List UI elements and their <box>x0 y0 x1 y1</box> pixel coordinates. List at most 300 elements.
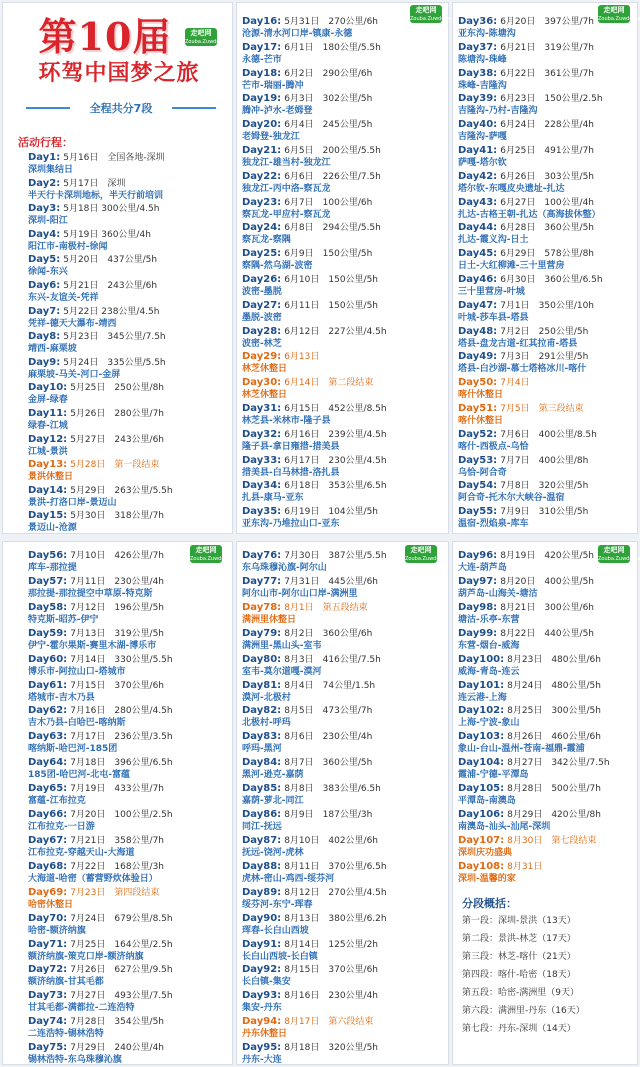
day-route: 二连浩特-锡林浩特 <box>28 1029 104 1040</box>
day-route: 隆子县-拿日雍措-措美县 <box>242 441 340 452</box>
day-entry <box>458 222 594 246</box>
day-entry <box>242 171 381 195</box>
day-route: 扎达-霞义沟-日土 <box>458 235 529 246</box>
day-route: 萨嘎-塔尔钦 <box>458 158 507 168</box>
day-number: Day6: <box>28 280 61 291</box>
day-route: 景洪休整日 <box>28 472 74 483</box>
day-number: Day28: <box>242 325 282 337</box>
day-number: Day77: <box>242 575 282 587</box>
day-route: 喀什休整日 <box>458 416 504 426</box>
day-route: 抚远-饶河-虎林 <box>242 847 304 858</box>
day-entry <box>242 93 372 117</box>
day-number: Day61: <box>28 679 68 691</box>
day-number: Day14: <box>28 484 68 496</box>
day-route: 威海-青岛-连云 <box>458 666 520 677</box>
day-number: Day106: <box>458 809 505 820</box>
day-entry <box>242 680 375 704</box>
day-entry <box>458 145 594 169</box>
day-entry <box>242 222 381 246</box>
day-number: Day91: <box>242 938 282 950</box>
day-entry <box>28 964 173 988</box>
day-number: Day42: <box>458 170 498 182</box>
day-number: Day71: <box>28 938 68 950</box>
day-info: 8月4日 74公里/1.5h <box>284 680 376 691</box>
day-route: 绥芬河-东宁-珲春 <box>242 899 313 910</box>
day-info: 8月29日 420公里/8h <box>507 810 601 820</box>
day-info: 6月4日 245公里/5h <box>284 120 373 131</box>
day-info: 5月23日 345公里/7.5h <box>63 332 166 343</box>
day-route: 深圳集结日 <box>28 165 74 175</box>
day-entry <box>458 861 542 885</box>
day-number: Day46: <box>458 274 498 285</box>
day-info: 7月8日 320公里/5h <box>500 481 589 492</box>
day-info: 5月18日 300公里/4.5h <box>63 204 160 215</box>
day-number: Day26: <box>242 274 282 285</box>
day-info: 6月29日 578公里/8h <box>500 249 595 260</box>
day-entry <box>28 757 173 781</box>
summary-item: 第一段：深圳-景洪（13天） <box>462 916 576 926</box>
day-number: Day107: <box>458 834 505 846</box>
day-info: 8月16日 230公里/4h <box>284 991 379 1002</box>
day-route: 阿合奇-托木尔大峡谷-温宿 <box>458 493 565 504</box>
day-info: 5月25日 250公里/8h <box>70 383 165 394</box>
day-entry <box>458 119 594 143</box>
day-route: 喀纳斯-哈巴河-185团 <box>28 744 118 755</box>
day-number: Day75: <box>28 1042 68 1054</box>
logo-badge: 走吧网 Zouba.Zuwdema <box>405 546 448 562</box>
day-number: Day102: <box>458 705 505 717</box>
day-entry <box>458 654 601 678</box>
day-route: 北极村-呼玛 <box>242 718 291 729</box>
day-number: Day52: <box>458 428 498 440</box>
banner-line-right <box>172 107 216 109</box>
day-entry <box>242 145 381 169</box>
day-number: Day23: <box>242 196 282 208</box>
day-entry <box>458 757 610 781</box>
day-info: 6月15日 452公里/8.5h <box>284 404 387 414</box>
day-info: 8月30日 第七段结束 <box>507 835 597 846</box>
day-info: 7月28日 354公里/5h <box>70 1017 165 1028</box>
day-entry <box>458 455 588 479</box>
day-number: Day13: <box>28 459 68 471</box>
day-route: 绿春-江城 <box>28 421 68 431</box>
day-route: 富蕴-江布拉克 <box>28 796 86 807</box>
day-entry <box>458 197 600 221</box>
day-number: Day80: <box>242 653 282 665</box>
day-route: 上海-宁波-象山 <box>458 718 520 729</box>
day-info: 7月10日 426公里/7h <box>70 551 165 561</box>
day-entry <box>28 835 164 859</box>
day-entry <box>28 990 173 1014</box>
day-number: Day87: <box>242 834 282 846</box>
day-route: 塔尔钦-东嘎皮央遗址-扎达 <box>458 183 565 194</box>
day-route: 扎县-康马-亚东 <box>242 493 304 504</box>
day-number: Day5: <box>28 254 61 266</box>
day-entry <box>242 964 378 988</box>
day-route: 察瓦龙-甲应村-察瓦龙 <box>242 209 331 220</box>
day-route: 波密-林芝 <box>242 338 282 349</box>
day-info: 8月26日 460公里/6h <box>507 732 601 743</box>
day-route: 陈塘沟-珠峰 <box>458 54 507 65</box>
day-info: 5月16日 全国各地-深圳 <box>63 153 165 163</box>
day-number: Day82: <box>242 705 282 717</box>
day-info: 7月18日 396公里/6.5h <box>70 758 173 769</box>
day-entry <box>28 550 164 574</box>
day-info: 5月30日 318公里/7h <box>70 511 165 522</box>
day-number: Day93: <box>242 990 282 1002</box>
day-info: 6月6日 226公里/7.5h <box>284 171 381 182</box>
day-route: 塘沽-乐亭-东营 <box>458 614 520 625</box>
day-route: 同江-抚远 <box>242 822 282 832</box>
day-route: 江布拉克-穿越天山-大海道 <box>28 847 135 858</box>
day-number: Day32: <box>242 428 282 440</box>
day-info: 8月10日 402公里/6h <box>284 835 379 846</box>
day-info: 5月31日 270公里/6h <box>284 17 379 27</box>
day-info: 6月30日 360公里/6.5h <box>500 275 603 285</box>
day-route: 靖西-麻栗坡 <box>28 344 77 355</box>
day-route: 江布拉克-一日游 <box>28 822 95 832</box>
segments-text: 全程共分7段 <box>89 102 153 115</box>
day-number: Day63: <box>28 731 68 743</box>
day-info: 8月20日 400公里/5h <box>500 576 595 587</box>
day-entry <box>458 835 596 859</box>
day-route: 芒市-瑞丽-腾冲 <box>242 80 304 91</box>
day-number: Day88: <box>242 860 282 872</box>
day-route: 漠河-北极村 <box>242 692 291 703</box>
day-route: 长白镇-集安 <box>242 977 291 988</box>
day-number: Day38: <box>458 67 498 79</box>
day-number: Day69: <box>28 886 68 898</box>
day-entry <box>242 42 381 66</box>
day-info: 7月20日 100公里/2.5h <box>70 810 173 820</box>
day-entry <box>458 377 530 401</box>
day-route: 满洲里-黑山头-室韦 <box>242 640 322 651</box>
day-info: 5月20日 437公里/5h <box>63 255 158 266</box>
day-route: 景洪-打洛口岸-景迈山 <box>28 497 117 508</box>
day-number: Day74: <box>28 1016 68 1028</box>
day-route: 东营-烟台-威海 <box>458 640 520 651</box>
day-route: 象山-台山-温州-苍南-福鼎-霞浦 <box>458 744 585 755</box>
day-entry <box>242 550 387 574</box>
day-entry <box>242 351 319 375</box>
day-number: Day7: <box>28 305 61 317</box>
day-route: 吉木乃县-白哈巴-喀纳斯 <box>28 718 126 729</box>
day-entry <box>28 357 166 381</box>
day-route: 额济纳旗-策克口岸-额济纳旗 <box>28 951 144 962</box>
day-info: 7月25日 164公里/2.5h <box>70 939 173 950</box>
day-number: Day66: <box>28 809 68 820</box>
day-number: Day16: <box>242 16 282 27</box>
day-route: 珲春-长白山西坡 <box>242 925 309 936</box>
day-number: Day65: <box>28 783 68 795</box>
day-number: Day11: <box>28 408 68 419</box>
day-entry <box>242 326 387 350</box>
day-info: 7月11日 230公里/4h <box>70 576 165 587</box>
day-route: 扎达-古格王朝-扎达（高海拔休整） <box>458 209 601 220</box>
day-entry <box>28 254 157 278</box>
day-number: Day100: <box>458 653 505 665</box>
day-number: Day49: <box>458 351 498 363</box>
day-route: 珠峰-吉隆沟 <box>458 80 507 91</box>
day-entry <box>28 152 165 176</box>
day-info: 8月1日 第五段结束 <box>284 602 368 613</box>
day-info: 6月22日 361公里/7h <box>500 68 595 79</box>
logo-badge: 走吧网 Zouba.Zuwdema <box>410 6 453 22</box>
day-number: Day1: <box>28 152 61 163</box>
day-info: 8月19日 420公里/5h <box>500 551 595 561</box>
day-info: 5月17日 深圳 <box>63 178 126 189</box>
day-info: 8月23日 480公里/6h <box>507 654 601 665</box>
day-number: Day96: <box>458 550 498 561</box>
day-number: Day30: <box>242 377 282 389</box>
day-info: 8月12日 270公里/4.5h <box>284 887 387 898</box>
day-info: 8月25日 300公里/5h <box>507 706 601 717</box>
day-entry <box>458 403 584 427</box>
day-entry <box>458 480 588 504</box>
day-entry <box>242 705 372 729</box>
day-route: 虎林-密山-鸡西-绥芬河 <box>242 873 335 884</box>
day-number: Day50: <box>458 377 498 389</box>
day-number: Day2: <box>28 177 61 189</box>
day-number: Day59: <box>28 627 68 639</box>
day-route: 特克斯-昭苏-伊宁 <box>28 614 99 625</box>
day-number: Day76: <box>242 550 282 561</box>
day-number: Day58: <box>28 601 68 613</box>
day-number: Day104: <box>458 757 505 769</box>
day-info: 8月15日 370公里/6h <box>284 965 379 976</box>
day-number: Day108: <box>458 860 505 872</box>
day-route: 集安-丹东 <box>242 1003 282 1014</box>
day-info: 6月5日 200公里/5.5h <box>284 146 381 156</box>
day-info: 7月29日 240公里/4h <box>70 1043 165 1054</box>
day-route: 腾冲-泸水-老姆登 <box>242 106 313 117</box>
day-number: Day24: <box>242 222 282 234</box>
summary-item: 第七段：丹东-深圳（14天） <box>462 1024 576 1034</box>
day-route: 哈密-额济纳旗 <box>28 925 86 936</box>
day-entry <box>28 280 157 304</box>
day-info: 5月26日 280公里/7h <box>70 409 165 419</box>
day-route: 额济纳旗-甘其毛都 <box>28 977 104 988</box>
day-info: 6月14日 第二段结束 <box>284 378 374 389</box>
day-route: 霞浦-宁德-平潭岛 <box>458 770 529 781</box>
day-info: 6月18日 353公里/6.5h <box>284 481 387 492</box>
day-route: 叶城-莎车县-塔县 <box>458 312 529 323</box>
day-number: Day85: <box>242 783 282 795</box>
day-route: 阿尔山市-阿尔山口岸-满洲里 <box>242 588 358 599</box>
day-entry <box>242 274 378 298</box>
day-info: 7月15日 370公里/6h <box>70 680 165 691</box>
day-entry <box>28 705 173 729</box>
day-route: 博乐市-阿拉山口-塔城市 <box>28 666 126 677</box>
day-entry <box>28 913 173 937</box>
day-entry <box>242 576 378 600</box>
day-number: Day17: <box>242 41 282 53</box>
day-entry <box>458 171 594 195</box>
day-number: Day10: <box>28 382 68 394</box>
day-entry <box>458 628 594 652</box>
day-entry <box>28 680 164 704</box>
day-number: Day36: <box>458 16 498 27</box>
day-number: Day94: <box>242 1016 282 1028</box>
day-info: 5月24日 335公里/5.5h <box>63 357 166 368</box>
day-number: Day3: <box>28 203 61 215</box>
day-number: Day70: <box>28 912 68 924</box>
day-info: 7月12日 196公里/5h <box>70 602 165 613</box>
day-info: 7月9日 310公里/5h <box>500 507 589 518</box>
day-info: 6月25日 491公里/7h <box>500 146 595 156</box>
day-entry <box>28 229 151 253</box>
day-info: 7月16日 280公里/4.5h <box>70 706 173 717</box>
day-entry <box>458 506 588 530</box>
day-route: 185团-哈巴河-北屯-富蕴 <box>28 770 130 781</box>
day-number: Day41: <box>458 145 498 156</box>
day-info: 6月8日 294公里/5.5h <box>284 223 381 234</box>
day-number: Day60: <box>28 653 68 665</box>
day-entry <box>242 887 387 911</box>
day-info: 6月17日 230公里/4.5h <box>284 455 387 466</box>
day-info: 7月13日 319公里/5h <box>70 628 165 639</box>
day-route: 日土-大红柳滩-三十里营房 <box>458 261 565 272</box>
day-route: 凭祥-德天大瀑布-靖西 <box>28 318 117 329</box>
day-number: Day18: <box>242 67 282 79</box>
day-route: 徐闻-东兴 <box>28 267 68 278</box>
day-info: 7月6日 400公里/8.5h <box>500 429 597 440</box>
day-number: Day12: <box>28 433 68 445</box>
day-number: Day44: <box>458 222 498 234</box>
day-number: Day89: <box>242 886 282 898</box>
day-number: Day99: <box>458 627 498 639</box>
day-info: 6月13日 <box>284 352 320 363</box>
day-entry <box>28 861 164 885</box>
day-route: 嘉荫-萝北-同江 <box>242 796 304 807</box>
day-info: 8月22日 440公里/5h <box>500 628 595 639</box>
day-route: 黑河-逊克-嘉荫 <box>242 770 304 781</box>
day-route: 库车-那拉提 <box>28 563 77 573</box>
day-route: 江城-景洪 <box>28 446 68 457</box>
day-route: 东乌珠穆沁旗-阿尔山 <box>242 563 327 573</box>
day-entry <box>458 550 594 574</box>
day-entry <box>28 459 159 483</box>
logo-text: 走吧网 <box>190 29 212 37</box>
day-route: 麻栗坡-马关-河口-金屏 <box>28 369 121 380</box>
day-info: 6月24日 228公里/4h <box>500 120 595 131</box>
day-route: 吉隆沟-乃村-吉隆沟 <box>458 106 538 117</box>
day-route: 老姆登-独龙江 <box>242 132 300 143</box>
day-info: 5月28日 第一段结束 <box>70 460 160 471</box>
day-number: Day83: <box>242 731 282 743</box>
day-entry <box>458 16 594 40</box>
day-info: 6月16日 239公里/4.5h <box>284 429 387 440</box>
day-number: Day31: <box>242 403 282 414</box>
day-entry <box>458 274 603 298</box>
day-number: Day68: <box>28 860 68 872</box>
day-number: Day55: <box>458 506 498 518</box>
day-info: 7月1日 350公里/10h <box>500 300 595 311</box>
summary-item: 第四段：喀什-哈密（18天） <box>462 970 576 980</box>
day-entry <box>28 178 163 202</box>
day-number: Day72: <box>28 964 68 976</box>
day-info: 5月19日 360公里/4h <box>63 229 151 240</box>
day-info: 8月27日 342公里/7.5h <box>507 758 610 769</box>
day-route: 满洲里休整日 <box>242 614 297 625</box>
day-entry <box>28 939 173 963</box>
day-route: 南澳岛-汕头-汕尾-深圳 <box>458 822 551 832</box>
day-route: 呼玛-黑河 <box>242 744 282 755</box>
day-number: Day34: <box>242 480 282 492</box>
day-route: 那拉提-那拉提空中草原-特克斯 <box>28 588 153 599</box>
day-info: 8月28日 500公里/7h <box>507 784 601 795</box>
day-entry <box>458 93 603 117</box>
day-number: Day95: <box>242 1042 282 1054</box>
day-route: 甘其毛都-满都拉-二连浩特 <box>28 1003 135 1014</box>
day-entry <box>242 757 372 781</box>
day-info: 7月22日 168公里/3h <box>70 861 165 872</box>
segments-banner <box>26 100 216 116</box>
day-route: 林芝休整日 <box>242 390 288 401</box>
day-number: Day35: <box>242 506 282 518</box>
day-number: Day56: <box>28 550 68 561</box>
day-info: 7月27日 493公里/7.5h <box>70 991 173 1002</box>
day-route: 察隅-然乌湖-波密 <box>242 261 313 272</box>
day-route: 波密-墨脱 <box>242 287 282 297</box>
day-route: 墨脱-波密 <box>242 312 282 323</box>
day-info: 5月29日 263公里/5.5h <box>70 485 173 496</box>
day-number: Day4: <box>28 228 61 240</box>
day-info: 6月12日 227公里/4.5h <box>284 326 387 337</box>
day-entry <box>242 731 372 755</box>
day-number: Day22: <box>242 170 282 182</box>
day-route: 乌恰-阿合奇 <box>458 467 507 478</box>
day-entry <box>28 783 164 807</box>
day-route: 亚东沟-乃堆拉山口-亚东 <box>242 519 340 530</box>
day-route: 连云港-上海 <box>458 692 507 703</box>
day-entry <box>242 861 387 885</box>
day-info: 7月5日 第三段结束 <box>500 404 584 414</box>
logo-badge: 走吧网 Zouba.Zuwdema <box>598 546 640 562</box>
day-number: Day78: <box>242 601 282 613</box>
day-route: 喀什-西极点-乌恰 <box>458 441 529 452</box>
day-entry <box>458 809 601 833</box>
day-entry <box>458 326 588 350</box>
day-number: Day54: <box>458 480 498 492</box>
day-info: 7月7日 400公里/8h <box>500 455 589 466</box>
day-route: 温宿-烈焰泉-库车 <box>458 519 529 530</box>
day-route: 平潭岛-南澳岛 <box>458 796 516 807</box>
day-info: 8月14日 125公里/2h <box>284 939 379 950</box>
day-info: 6月21日 319公里/7h <box>500 42 595 53</box>
day-entry <box>28 434 164 458</box>
day-number: Day73: <box>28 990 68 1002</box>
day-route: 塔县-盘龙古道-红其拉甫-塔县 <box>458 338 578 349</box>
day-route: 景迈山-沧源 <box>28 523 77 534</box>
day-entry <box>242 68 372 92</box>
day-route: 喀什休整日 <box>458 390 504 401</box>
title-area <box>0 0 236 140</box>
day-entry <box>242 403 387 427</box>
logo-en: Zouba.Zuwdema <box>185 39 228 45</box>
day-entry <box>458 351 588 375</box>
day-entry <box>242 377 373 401</box>
day-entry <box>458 42 594 66</box>
day-info: 7月24日 679公里/8.5h <box>70 913 173 924</box>
day-number: Day79: <box>242 627 282 639</box>
day-info: 7月23日 第四段结束 <box>70 887 160 898</box>
day-number: Day53: <box>458 454 498 466</box>
day-entry <box>242 506 378 530</box>
day-entry <box>28 809 173 833</box>
day-entry <box>28 628 164 652</box>
day-info: 7月4日 <box>500 378 530 389</box>
